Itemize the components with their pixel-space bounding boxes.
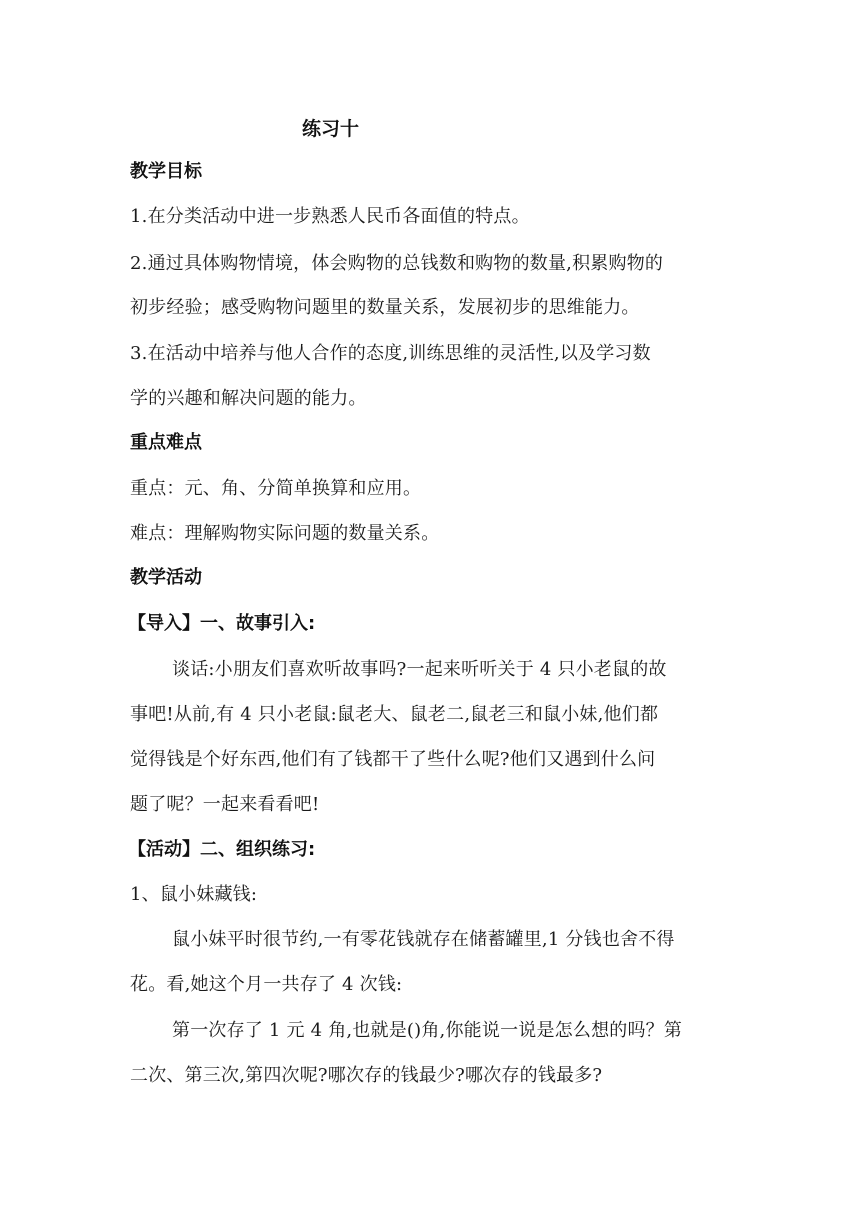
item-paragraph-line: 二次、第三次,第四次呢?哪次存的钱最少?哪次存的钱最多? [130,1065,603,1086]
intro-section-heading: 【导入】一、故事引入: [128,613,316,634]
intro-line: 觉得钱是个好东西,他们有了钱都干了些什么呢?他们又遇到什么问 [130,749,656,770]
intro-line: 谈话:小朋友们喜欢听故事吗?一起来听听关于 4 只小老鼠的故 [172,659,667,680]
activities-heading: 教学活动 [130,567,202,588]
key-point-line: 重点：元、角、分简单换算和应用。 [130,478,422,499]
page-title: 练习十 [302,118,360,140]
objective-line: 学的兴趣和解决问题的能力。 [130,388,367,409]
item-paragraph-line: 第一次存了 1 元 4 角,也就是()角,你能说一说是怎么想的吗？第 [172,1020,683,1041]
intro-line: 事吧!从前,有 4 只小老鼠:鼠老大、鼠老二,鼠老三和鼠小妹,他们都 [130,704,659,725]
objective-line: 2.通过具体购物情境，体会购物的总钱数和购物的数量,积累购物的 [130,253,664,274]
objectives-heading: 教学目标 [130,161,202,182]
item-paragraph-line: 花。看,她这个月一共存了 4 次钱: [130,974,403,995]
intro-line: 题了呢？一起来看看吧! [130,794,320,815]
difficulty-line: 难点：理解购物实际问题的数量关系。 [130,523,440,544]
item-paragraph-line: 鼠小妹平时很节约,一有零花钱就存在储蓄罐里,1 分钱也舍不得 [172,929,675,950]
objective-line: 1.在分类活动中进一步熟悉人民币各面值的特点。 [130,206,530,227]
key-points-heading: 重点难点 [130,432,202,453]
item-title: 1、鼠小妹藏钱: [130,884,258,905]
objective-line: 3.在活动中培养与他人合作的态度,训练思维的灵活性,以及学习数 [130,343,651,364]
practice-section-heading: 【活动】二、组织练习: [128,839,316,860]
objective-line: 初步经验；感受购物问题里的数量关系，发展初步的思维能力。 [130,297,640,318]
